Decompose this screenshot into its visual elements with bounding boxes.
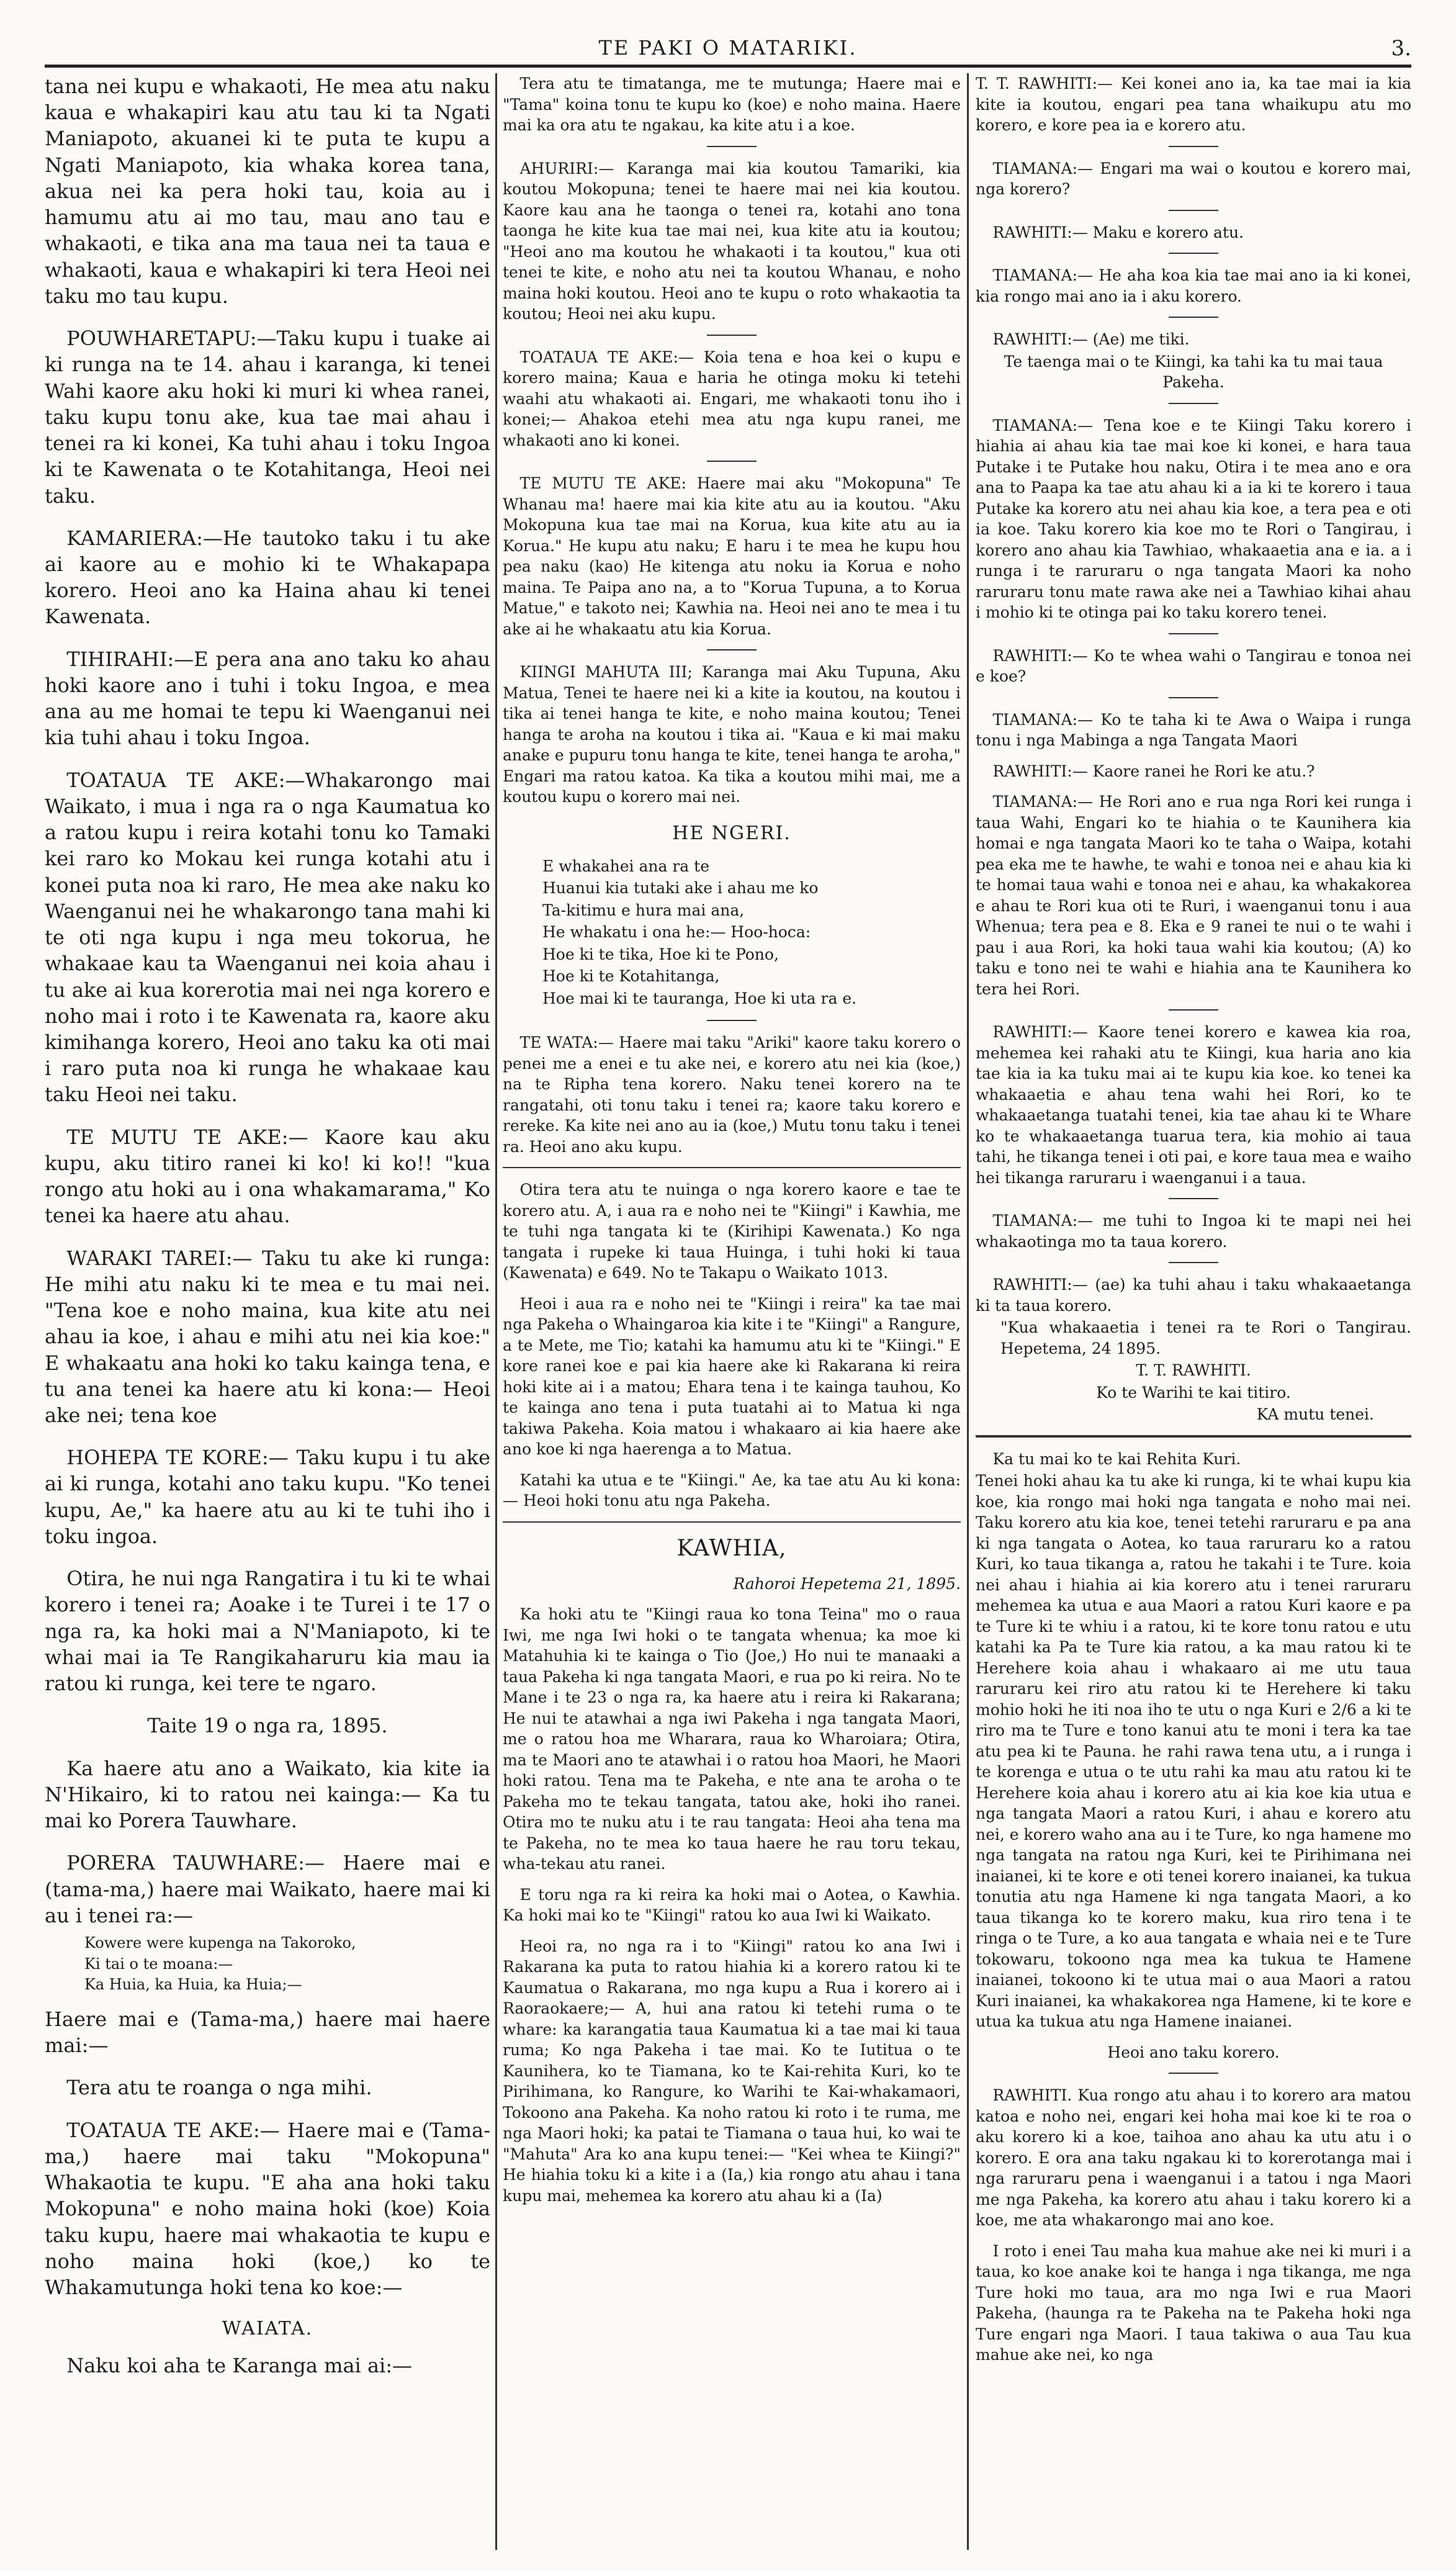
speech-kamariera: KAMARIERA:—He tautoko taku i tu ake ai kaore au e mohio ki te Whakapapa korero. Heoi ano ka Haina ahau ki tenei Kawenata. <box>45 526 490 629</box>
signature: T. T. RAWHITI. <box>1136 1361 1251 1379</box>
speech-te-mutu: TE MUTU TE AKE: Haere mai aku "Mokopuna" Te Whanau ma! haere mai kia kite atu au ia koutou. "Aku Mokopuna kua tae mai na Korua, kua kite atu au ia Korua." He kupu atu naku; E haru i te mea he kupu hou pea naku (kao) He kitenga atu noku ia Korua e noho maina. Te Paipa ano na, a to "Korua Tupuna, a to Korua Matue," e takoto nei; Kawhia na. Heoi nei ano te mea i tu ake ai he whakaatu atu kia Korua. <box>503 474 961 638</box>
speech-rawhiti: RAWHITI:— Kaore ranei he Rori ke atu.? <box>992 762 1315 780</box>
speech-rawhiti: RAWHITI:— (ae) ka tuhi ahau i taku whakaaetanga ki ta taua korero. <box>976 1276 1411 1315</box>
page-number: 3. <box>1391 36 1411 61</box>
paragraph: Haere mai e (Tama-ma,) haere mai haere mai:— <box>45 2007 490 2058</box>
verse-line: Huanui kia tutaki ake i ahau me ko <box>542 879 819 898</box>
paragraph: Katahi ka utua e te "Kiingi." Ae, ka tae atu Au ki kona:— Heoi hoki tonu atu nga Pakeha. <box>503 1470 961 1510</box>
paragraph: Otira, he nui nga Rangatira i tu ki te whai korero i tenei ra; Aoake i te Turei i te 17 o nga ra, ka hoki mai a N'Maniapoto, ki te whai mai ia Te Rangikaharuru kia mau ia ratou ki runga, kei tere te ngaro. <box>45 1567 490 1696</box>
agreement-text: "Kua whakaaetia i tenei ra te Rori o Tangirau. Hepetema, 24 1895. <box>1000 1318 1411 1358</box>
speech-rawhiti: RAWHITI. Kua rongo atu ahau i to korero ara matou katoa e noho nei, engari kei hoha mai koe ki te roa o aku korero ki a koe, taihoa ano ahau ka utu atu i o korero. E ora ana taku ngakau ki to korerotanga mai i nga raruraru pena i waenganui i a tatou i nga Maori me nga Pakeha, ka korero atu ahau i taku korero ki a koe, me ata whakarongo mai ano koe. <box>976 2086 1411 2229</box>
speech-te-wata: TE WATA:— Haere mai taku "Ariki" kaore taku korero o penei me a enei e tu ake nei, e korero atu nei kia (koe,) na te Ripha tena korero. Naku tenei korero na te rangatahi, oti tonu taku i tenei ra; kaore taku korero e rereke. Ka kite nei ano au ia (koe,) Mutu tonu taku i tenei ra. Heoi ano aku kupu. <box>503 1033 961 1156</box>
divider <box>707 649 757 651</box>
divider <box>1169 146 1218 147</box>
speech-tiamana: TIAMANA:— Tena koe e te Kiingi Taku korero i hiahia ai ahau kia tae mai koe ki konei, e hara taua Putake i te Putake hou naku, Otira i te mea ano e ora ana to Paapa ka tae atu ahau ki a ia ki te korero i taua Putake ka korero atu nei ahau kia koe, a tera pea e oti ia koe. Taku korero kia koe mo te Rori o Tangirau, i korero ano ahau kia Tawhiao, whakaaetia ana e ia. a i runga i te raruraru o nga tangata Maori ka noho raruraru tonu mate rawa ake nei a Tawhiao kihai ahau i mohio ki te otinga pai ko taku korero tenei. <box>976 416 1411 621</box>
paragraph: I roto i enei Tau maha kua mahue ake nei ki muri i a taua, ko koe anake koi te hanga i nga tikanga, me nga Ture hoki mo taua, ara mo nga Iwi e rua Maori Pakeha, (haunga ra te Pakeha na te Pakeha hoki nga Ture engari nga Maori. I taua takiwa o aua Tau kua mahue ake nei, ko nga <box>976 2241 1411 2364</box>
ngeri-verse <box>542 856 961 1009</box>
divider <box>1169 2073 1218 2074</box>
speech-porera: PORERA TAUWHARE:— Haere mai e (tama-ma,) haere mai Waikato, haere mai ki au i tenei ra:— <box>45 1851 490 1927</box>
paragraph: Tera atu te roanga o nga mihi. <box>66 2076 372 2100</box>
end-note: KA mutu tenei. <box>1256 1405 1374 1423</box>
verse-line: Ta-kitimu e hura mai ana, <box>542 901 745 919</box>
speech-hohepa: HOHEPA TE KORE:— Taku kupu i tu ake ai ki runga, kotahi ano taku kupu. "Ko tenei kupu, Ae," ka haere atu au ki te tuhi iho i toku ingoa. <box>45 1446 490 1548</box>
dateline: Taite 19 o nga ra, 1895. <box>147 1714 388 1738</box>
speech-rehita-kuri: Tenei hoki ahau ka tu ake ki runga, ki te whai kupu kia koe, kia rongo mai hoki nga tangata e noho mai nei. Taku korero atu kia koe, tenei tetehi raruraru e pa ana ki nga tangata o Aotea, ko taua raruraru ko a ratou Kuri, ko taua tikanga a, ratou he takahi i te Ture. koia nei ahau i hiahia ai kia korero atu i tenei raruraru mehemea ka utua e aua Maori a ratou Kuri kaore e pa te Ture ki te whiu i a ratou, ki te kore tonu ratou e utu katahi ka Pa te Ture kia ratou, a ka mau ratou ki te Herehere koia ahau i whakaaro ai me utu taua raruraru kei riro atu ratou ki te Herehere ki taku mohio hoki he iti noa iho te utu o nga Kuri e 2/6 a ki te riro ma te Ture e tono kanui atu te moni i tera ka tae atu pea ki te Pauna. he rahi rawa tena utu, a i runga i te korenga e utua o te utu rahi ka mau atu ratou ki te Herehere koia ahau i korero atu ai kia koe kia utua e nga tangata Maori a ratou Kuri, i ahau e korero atu nei, e korero waho ana au i te Ture, ko nga hamene mo nga tangata na ratou nga Kuri, kei te Pirihimana nei inaianei, ki te kore e oti tenei korero inaianei, ka tukua tonutia atu nga Hamene ki nga tangata Maori, a ko taua tikanga ko te korero maku, kua riro tena i te ringa o te Ture, a ko aua tangata e whaia nei e te Ture tokowaru, tokoono nga mea ka tukua te Hamene inaianei, tokoono ki te utua mai o aua Maori a ratou Kuri inaianei, ka whakakorea nga Hamene, ki te kore e utua ka tukua atu nga Hamene inaianei. <box>976 1472 1411 2030</box>
speech-waraki: WARAKI TAREI:— Taku tu ake ki runga: He mihi atu naku ki te mea e tu mai nei. "Tena koe e noho maina, kua kite atu nei ahau ia koe, i ahau e mihi atu nei kia koe:" E whakaatu ana hoki ko taku kainga tena, e tu ana tenei ka haere atu ki kona:— Heoi ake nei; tena koe <box>45 1246 490 1428</box>
paragraph: Ka tu mai ko te kai Rehita Kuri. <box>992 1449 1241 1468</box>
chant <box>84 1934 490 1995</box>
divider <box>707 461 757 462</box>
paragraph: Heoi ra, no nga ra i to "Kiingi" ratou ko ana Iwi i Rakarana ka puta to ratou hiahia ki a korero ratou ki te Kaumatua o Rakarana, mo nga kupu a Rua i korero ai i Raoraokaere;— A, hui ana ratou ki tetehi ruma o te whare: ka karangatia taua Kaumatua ki a tae mai ki taua ruma; Ko nga Pakeha i tae mai. Ko te Iutitua o te Kaunihera, ko te Tiamana, ko te Kai-rehita Kuri, ko te Pirihimana, ko Rangure, ko Warihi te Kai-whakamaori, Tokoono ana Pakeha. Ka noho ratou ki roto i te ruma, me nga Maori hoki; ka patai te Tiamana o taua hui, ko wai te "Mahuta" Ara ko ana kupu tenei:— "Kei whea te Kiingi?" He hiahia toku ki a kite i a (Ia,) kia rongo atu ahau i tana kupu mai, mehemea ka korero atu ahau ki a (Ia) <box>503 1937 961 2205</box>
paragraph: Otira tera atu te nuinga o nga korero kaore e tae te korero atu. A, i aua ra e noho nei te "Kiingi" i Kawhia, me te tuhi nga tangata ki te (Kirihipi Kawenata.) Ko nga tangata i rupeke ki taua Huinga, i tuhi hoki ki taua (Kawenata) e 649. No te Takapu o Waikato 1013. <box>503 1181 961 1282</box>
column-3 <box>976 73 1411 2550</box>
divider <box>707 146 757 147</box>
newspaper-title: TE PAKI O MATARIKI. <box>598 36 858 60</box>
section-heading-waiata: WAIATA. <box>222 2318 313 2340</box>
verse-line: E whakahei ana ra te <box>542 857 709 875</box>
speech-toataua-2: TOATAUA TE AKE:— Haere mai e (Tama-ma,) haere mai taku "Mokopuna" Whakaotia te kupu. "E aha ana hoki taku Mokopuna" e noho maina hoki (koe) Koia taku kupu, haere mai whakaotia te kupu e noho maina hoki (koe,) ko te Whakamutunga hoki tena ko koe:— <box>45 2118 490 2300</box>
masthead <box>45 0 1411 68</box>
paragraph: tana nei kupu e whakaoti, He mea atu naku kaua e whakapiri kau atu tau ki ta Ngati Maniapoto, akuanei ki te puta te kupu a Ngati Maniapoto, kia whaka korea tana, akua nei ka pera hoki tau, koia au i hamumu atu ai mo tau, mau ano tau e whakaoti, e tika ana ma taua nei ta taua e whakaoti, kaua e whakapiri ki tera Heoi nei taku mo tau kupu. <box>45 74 490 308</box>
speech-tiamana: TIAMANA:— Ko te taha ki te Awa o Waipa i runga tonu i nga Mabinga a nga Tangata Maori <box>976 710 1411 749</box>
witness-line: Ko te Warihi te kai titiro. <box>1096 1383 1291 1402</box>
speech-tihirahi: TIHIRAHI:—E pera ana ano taku ko ahau hoki kaore ano i tuhi i toku Ingoa, e mea ana au me homai te tepu ki Waenganui nei kia tuhi ahau i toku Ingoa. <box>45 647 490 750</box>
speech-rawhiti: RAWHITI:— (Ae) me tiki. <box>992 330 1190 348</box>
speech-toataua: TOATAUA TE AKE:— Koia tena e hoa kei o kupu e korero maina; Kaua e haria he otinga moku ki tetehi waahi atu whakaoti ai. Engari, me whakaoti tonu iho i konei;— Ahakoa etehi mea atu nga kupu ranei, me whakaoti ano ki konei. <box>503 348 961 449</box>
divider <box>1169 403 1218 404</box>
dateline: Rahoroi Hepetema 21, 1895. <box>733 1574 961 1593</box>
speech-ahuriri: AHURIRI:— Karanga mai kia koutou Tamariki, kia koutou Mokopuna; tenei te haere mai nei kia koutou. Kaore kau ana he taonga o tenei ra, kotahi ano tona taonga he kite kua tae mai nei, kua kite atu ia koutou; "Heoi ano ma koutou he whakaoti i ta koutou," kua oti tenei te kite, e noho atu nei ta koutou Whanau, e noho maina hoki koutou. Heoi ano te kupu o roto whakaotia ta koutou; Heoi nei aku kupu. <box>503 159 961 323</box>
speech-pouwharetapu: POUWHARETAPU:—Taku kupu i tuake ai ki runga na te 14. ahau i karanga, ki tenei Wahi kaore aku hoki ki muri ki whea ranei, taku kupu tonu ake, kua tae mai ahau i tenei ra ki konei, Ka tuhi ahau i toku Ingoa ki te Kawenata o te Kotahitanga, Heoi nei taku. <box>45 326 490 508</box>
chant-line: Ki tai o te moana:— <box>84 1955 233 1973</box>
section-heading-he-ngeri: HE NGERI. <box>672 822 791 844</box>
divider <box>1169 253 1218 254</box>
column-1 <box>45 73 490 2550</box>
paragraph: Ka hoki atu te "Kiingi raua ko tona Teina" mo o raua Iwi, me nga Iwi hoki o te tangata whenua; ka moe ki Matahuhia ki te kainga o Tio (Joe,) Ho nui te manaaki a taua Pakeha ki nga tangata Maori, e rua po ki reira. No te Mane i te 23 o nga ra, ka haere atu i reira ki Rakarana; He nui te atawhai a nga iwi Pakeha i nga tangata Maori, me o ratou hoa me Wharara, raua ko Wharoiara; Otira, ma te Maori ano te atawhai i o ratou hoa Maori, he Maori hoki ratou. Tena ma te Pakeha, e nte ana te aroha o te Pakeha mo te tekau tangata, tatou ake, hoki iho ranei. Otira mo te nuku atu i te rau tangata: Heoi aha tena ma te Pakeha, no te mea ko taua haere he rau toru tekau, wha-tekau atu ranei. <box>503 1605 961 1873</box>
speech-toataua: TOATAUA TE AKE:—Whakarongo mai Waikato, i mua i nga ra o nga Kaumatua ko a ratou kupu i reira kotahi tonu ko Tamaki kei raro ko Mokau kei runga kotahi atu i konei puta noa ki raro, He mea ake naku ko Waenganui nei he whakarongo tana mahi ki te oti nga kupu i nga meu tokorua, he whakaae kau ta Waenganui nei koia ahau i tu ake ai kua korerotia mai nei nga korero e noho mai i roto i te Kawenata ra, kaore aku kimihanga korero, Heoi ano taku ka oti mai i raro puta noa ki runga he whakaae kau taku Heoi nei taku. <box>45 768 490 1107</box>
divider <box>1169 697 1218 698</box>
speech-tiamana: TIAMANA:— He aha koa kia tae mai ano ia ki konei, kia rongo mai ano ia i aku korero. <box>976 266 1411 305</box>
paragraph: Te taenga mai o te Kiingi, ka tahi ka tu mai taua Pakeha. <box>1004 352 1383 391</box>
column-rule-2 <box>967 73 969 2550</box>
end-note: Heoi ano taku korero. <box>1107 2043 1280 2061</box>
divider <box>1169 633 1218 634</box>
divider <box>976 1435 1411 1438</box>
column-2 <box>503 73 961 2550</box>
speech-rawhiti: RAWHITI:— Kaore tenei korero e kawea kia roa, mehemea kei rahaki atu te Kiingi, kua haria ano kia tae kia ia ka tuku mai ai te kupu kia koe. ko tenei ka whakaaetia e ahau tena wahi hei Rori, ko te whakaaetanga tuatahi tenei, kia tae ahau ki te Whare ko te whakaaetanga tuarua tera, kia mohio ai taua tahi, he tikanga tenei i oti pai, e kore taua mea e waiho hei tikanga raruraru i waenganui i a taua. <box>976 1023 1411 1187</box>
chant-line: Ka Huia, ka Huia, ka Huia;— <box>84 1976 302 1994</box>
divider <box>1169 1262 1218 1263</box>
paragraph: Naku koi aha te Karanga mai ai:— <box>66 2353 413 2377</box>
speech-kiingi-mahuta: KIINGI MAHUTA III; Karanga mai Aku Tupuna, Aku Matua, Tenei te haere nei ki a kite ia koutou, na koutou i tika ai tenei hanga te kite, e noho maina koutou; Tenei hanga te aroha na koutou i tika ai. "Kaua e ki mai maku anake e pupuru tonu hanga te kite, tenei hanga te aroha," Engari ma ratou katoa. Ka tika a koutou mihi mai, me a koutou kupu o korero mai nei. <box>503 663 961 806</box>
divider <box>1169 1198 1218 1199</box>
column-rule-1 <box>495 73 497 2550</box>
paragraph: Heoi i aua ra e noho nei te "Kiingi i reira" ka tae mai nga Pakeha o Whaingaroa kia kite i te "Kiingi" a Rangure, a te Mete, me Tio; katahi ka hamumu atu ki te "Kiingi." E kore ranei koe e pai kia haere ake ki Rakarana ki reira hoki kite ai i a matou; Ehara tena i te kainga tauhou, Ko te kainga ano tena i puta tuatahi ai to Matua ki nga takiwa Pakeha. Koia matou i whakaaro ai kia haere ake ano koe ki nga haerenga a to Matua. <box>503 1294 961 1459</box>
paragraph: Tera atu te timatanga, me te mutunga; Haere mai e "Tama" koina tonu te kupu ko (koe) e noho maina. Haere mai ka ora atu te ngakau, ka kite atu i a koe. <box>503 74 961 134</box>
speech-tiamana: TIAMANA:— Engari ma wai o koutou e korero mai, nga korero? <box>976 159 1411 198</box>
speech-tiamana: TIAMANA:— me tuhi to Ingoa ki te mapi nei hei whakaotinga mo ta taua korero. <box>976 1212 1411 1251</box>
verse-line: Hoe ki te Kotahitanga, <box>542 967 720 986</box>
divider <box>503 1521 961 1523</box>
divider <box>1169 317 1218 318</box>
section-heading-kawhia: KAWHIA, <box>676 1535 787 1561</box>
divider <box>707 335 757 336</box>
divider <box>503 1167 961 1168</box>
speech-tiamana: TIAMANA:— He Rori ano e rua nga Rori kei runga i taua Wahi, Engari ko te hiahia o te Kaunihera kia homai e nga tangata Maori ko te taha o Waipa, kotahi pea eka me te hawhe, te wahi e tonoa nei e ahau kia ki te homai taua wahi e tonoa nei e ahau, ka whakakorea e ahau te Rori kua oti te Ruri, i waenganui tonu i aua Whenua; tera pea e 8. Eka e 9 ranei te nui o te wahi i pau i aua Rori, ka hoki taua wahi kia koutou; (A) ko taku e tono nei te wahi e hiahia ana te Kaunihera ko tera hei Rori. <box>976 793 1411 998</box>
speech-rawhiti: RAWHITI:— Maku e korero atu. <box>992 223 1244 241</box>
paragraph: E toru nga ra ki reira ka hoki mai o Aotea, o Kawhia. Ka hoki mai ko te "Kiingi" ratou ko aua Iwi ki Waikato. <box>503 1885 961 1925</box>
verse-line: He whakatu i ona he:— Hoo-hoca: <box>542 923 811 942</box>
divider <box>707 1020 757 1021</box>
chant-line: Kowere were kupenga na Takoroko, <box>84 1934 356 1952</box>
divider <box>1169 210 1218 211</box>
divider <box>1169 1009 1218 1011</box>
speech-rawhiti: T. T. RAWHITI:— Kei konei ano ia, ka tae mai ia kia kite ia koutou, engari pea tana whaikupu atu mo korero, e kore pea ia e korero atu. <box>976 74 1411 134</box>
verse-line: Hoe mai ki te tauranga, Hoe ki uta ra e. <box>542 989 857 1007</box>
speech-rawhiti: RAWHITI:— Ko te whea wahi o Tangirau e tonoa nei e koe? <box>976 646 1411 685</box>
speech-te-mutu: TE MUTU TE AKE:— Kaore kau aku kupu, aku titiro ranei ki ko! ki ko!! "kua rongo atu hoki au i ona whakamarama," Ko tenei ka haere atu ahau. <box>45 1125 490 1228</box>
verse-line: Hoe ki te tika, Hoe ki te Pono, <box>542 945 779 963</box>
paragraph: Ka haere atu ano a Waikato, kia kite ia N'Hikairo, ki to ratou nei kainga:— Ka tu mai ko Porera Tauwhare. <box>45 1756 490 1833</box>
